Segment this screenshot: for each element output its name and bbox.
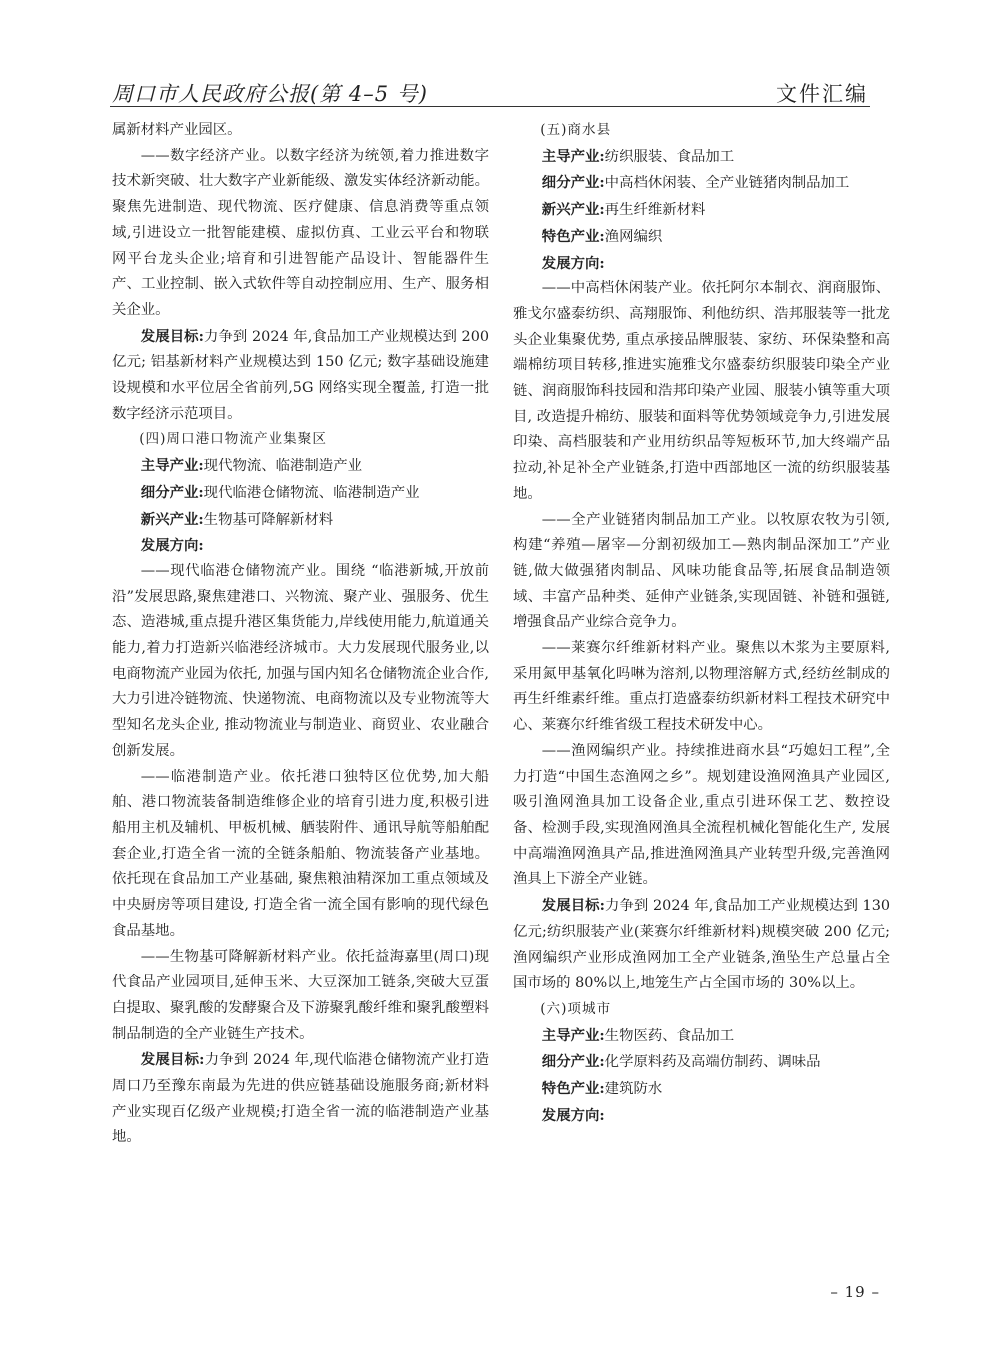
field-label: 细分产业: [140,483,204,501]
direction-heading: 发展方向: [140,537,204,555]
field-value: 现代物流、临港制造产业 [203,458,362,475]
journal-title: 周口市人民政府公报(第 4–5 号) [112,82,428,106]
field-label: 主导产业: [541,1026,605,1044]
field-label: 新兴产业: [140,510,204,528]
field-line [513,1023,890,1050]
section-heading: (四)周口港口物流产业集聚区 [139,431,327,448]
field-value: 再生纤维新材料 [604,202,706,219]
field-value: 化学原料药及高端仿制药、调味品 [604,1054,821,1071]
field-line [513,144,890,171]
field-label: 新兴产业: [541,201,605,219]
goal-paragraph [112,324,489,428]
paragraph-text: 力争到 2024 年,食品加工产业规模达到 130 亿元;纺织服装产业(莱赛尔纤维新材料)规模突破 200 亿元;渔网编织产业形成渔网加工全产业链条,渔坠生产总量占全国市场的 80%以上,地笼生产占全国市场的 30%以上。 [513,898,891,992]
field-value: 纺织服装、食品加工 [604,148,735,165]
paragraph-text: 力争到 2024 年,食品加工产业规模达到 200 亿元; 铝基新材料产业规模达到 150 亿元; 数字基础设施建设规模和水平位居全省前列,5G 网络实现全覆盖, 打造一批数字经济示范项目。 [112,328,490,422]
field-value: 生物基可降解新材料 [203,511,334,528]
field-line [513,170,890,197]
paragraph-label: 发展目标: [140,327,204,345]
field-value: 中高档休闲装、全产业链猪肉制品加工 [604,175,850,192]
paragraph-text: 力争到 2024 年,现代临港仓储物流产业打造周口乃至豫东南最为先进的供应链基础设施服务商;新材料产业实现百亿级产业规模;打造全省一流的临港制造产业基地。 [112,1052,489,1146]
field-line [112,507,489,534]
field-label: 主导产业: [541,147,605,165]
paragraph: ——现代临港仓储物流产业。围绕 “临港新城,开放前沿”发展思路,聚焦建港口、兴物流、聚产业、强服务、优生态、造港城,重点提升港区集货能力,岸线使用能力,航道通关能力,着力打造新兴临港经济城市。大力发展现代服务业,以电商物流产业园为依托, 加强与国内知名仓储物流企业合作,大力引进冷链物流、快递物流、电商物流以及专业物流等大型知名龙头企业, 推动物流业与制造业、商贸业、农业融合创新发展。 [112,562,489,759]
field-value: 建筑防水 [604,1081,663,1098]
field-label: 特色产业: [541,227,605,245]
paragraph: ——全产业链猪肉制品加工产业。以牧原农牧为引领,构建“养殖—屠宰—分割初级加工—熟肉制品深加工”产业链,做大做强猪肉制品、风味功能食品等,拓展食品制造领域、丰富产品种类、延伸产业链条,实现固链、补链和强链,增强食品产业综合竞争力。 [513,511,890,631]
section-title: 文件汇编 [776,82,868,106]
field-value: 现代临港仓储物流、临港制造产业 [203,484,420,501]
field-line [513,1049,890,1076]
right-column [513,118,890,1128]
paragraph: ——临港制造产业。依托港口独特区位优势,加大船舶、港口物流装备制造维修企业的培育引进力度,积极引进船用主机及辅机、甲板机械、舾装附件、通讯导航等船舶配套企业,打造全省一流的全链条船舶、物流装备产业基地。依托现在食品加工产业基础, 聚焦粮油精深加工重点领域及中央厨房等项目建设, 打造全省一流全国有影响的现代绿色食品基地。 [112,768,489,939]
paragraph-label: 发展目标: [140,1051,205,1069]
field-value: 渔网编织 [604,228,663,245]
field-label: 细分产业: [541,1053,605,1071]
field-line [112,453,489,480]
field-value: 生物医药、食品加工 [604,1027,735,1044]
left-column [112,118,489,1151]
paragraph: ——数字经济产业。以数字经济为统领,着力推进数字技术新突破、壮大数字产业新能级、激发实体经济新动能。聚焦先进制造、现代物流、医疗健康、信息消费等重点领域,引进设立一批智能建模、虚拟仿真、工业云平台和物联网平台龙头企业;培育和引进智能产品设计、智能器件生产、工业控制、嵌入式软件等自动控制应用、生产、服务相关企业。 [112,147,489,318]
paragraph: ——渔网编织产业。持续推进商水县“巧媳妇工程”,全力打造“中国生态渔网之乡”。规划建设渔网渔具产业园区,吸引渔网渔具加工设备企业,重点引进环保工艺、数控设备、检测手段,实现渔网渔具全流程机械化智能化生产, 发展中高端渔网渔具产品,推进渔网渔具产业转型升级,完善渔网渔具上下游全产业链。 [513,742,890,888]
direction-heading: 发展方向: [541,254,605,272]
direction-heading: 发展方向: [541,1106,605,1124]
field-label: 特色产业: [541,1080,605,1098]
page-number: – 19 – [830,1283,880,1301]
paragraph: ——中高档休闲装产业。依托阿尔本制衣、润商服饰、雅戈尔盛泰纺织、高翔服饰、利他纺织、浩邦服装等一批龙头企业集聚优势, 重点承接品牌服装、家纺、环保染整和高端棉纺项目转移,推进实施雅戈尔盛泰纺织服装印染全产业链、润商服饰科技园和浩邦印染产业园、服装小镇等重大项目, 改造提升棉纺、服装和面料等优势领域竞争力,引进发展印染、高档服装和产业用纺织品等短板环节,加大终端产品拉动,补足补全产业链条,打造中西部地区一流的纺织服装基地。 [513,280,890,502]
goal-paragraph [112,1047,489,1151]
section-heading: (五)商水县 [540,122,612,138]
field-line [513,1076,890,1103]
goal-paragraph [513,893,890,997]
field-label: 细分产业: [541,174,605,192]
paragraph: ——莱赛尔纤维新材料产业。聚焦以木浆为主要原料,采用氮甲基氧化吗啉为溶剂,以物理溶解方式,经纺丝制成的再生纤维素纤维。重点打造盛泰纺织新材料工程技术研究中心、莱赛尔纤维省级工程技术研发中心。 [513,640,890,734]
paragraph-label: 发展目标: [541,897,605,915]
paragraph: ——生物基可降解新材料产业。依托益海嘉里(周口)现代食品产业园项目,延伸玉米、大豆深加工链条,突破大豆蛋白提取、聚乳酸的发酵聚合及下游聚乳酸纤维和聚乳酸塑料制品制造的全产业链生产技术。 [112,948,489,1042]
field-label: 主导产业: [140,457,204,475]
header-divider [110,106,870,107]
field-line [513,224,890,251]
section-heading: (六)项城市 [540,1000,612,1017]
field-line [112,480,489,507]
paragraph: 属新材料产业园区。 [112,122,242,138]
field-line [513,197,890,224]
